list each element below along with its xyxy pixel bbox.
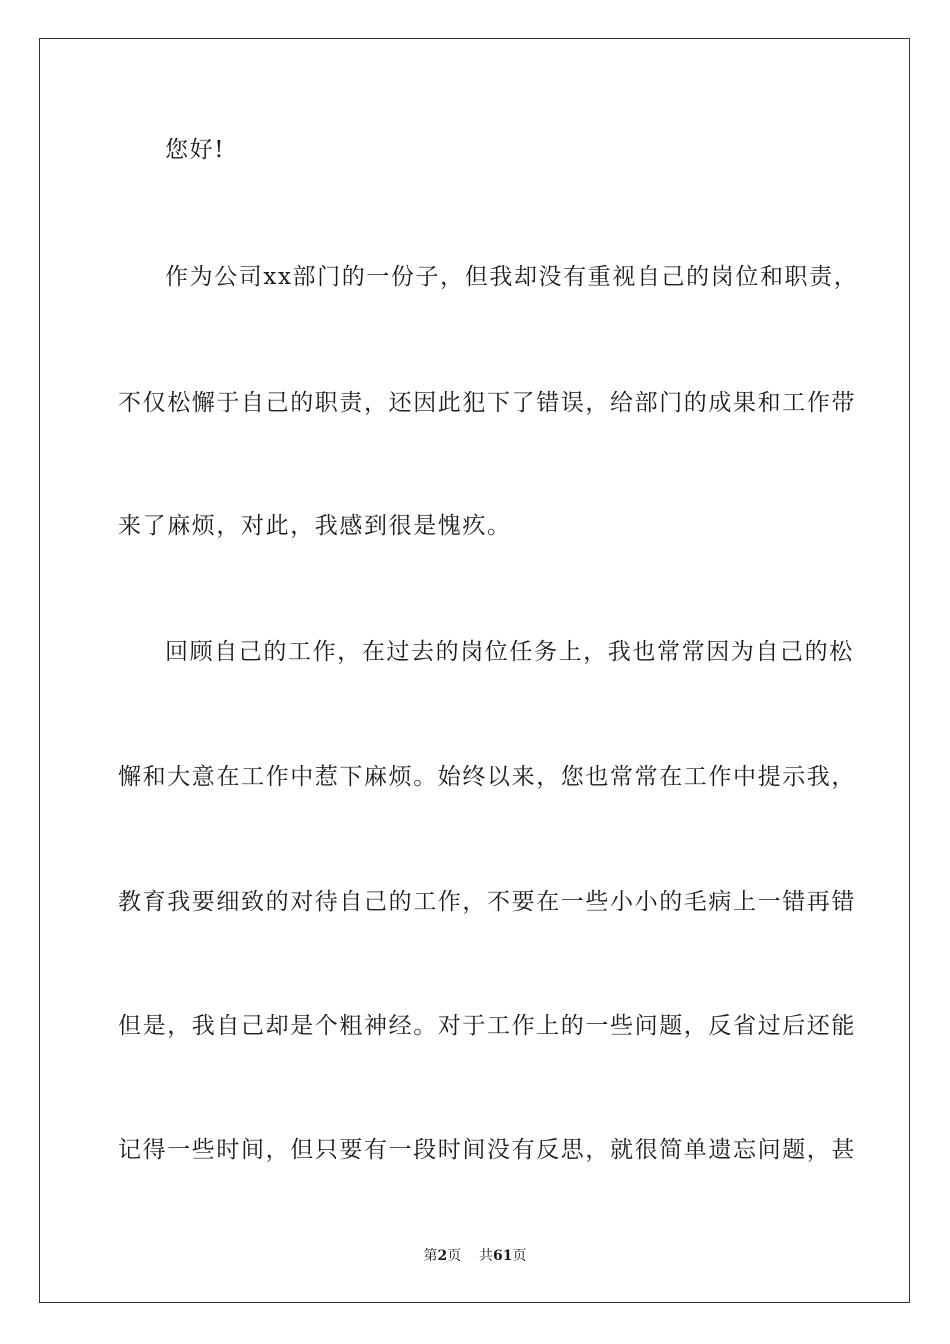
page-prefix: 第 (423, 1248, 438, 1264)
body-line: 来了麻烦，对此，我感到很是愧疚。 (118, 513, 512, 539)
page-number: 2 (437, 1248, 448, 1264)
body-line: 懈和大意在工作中惹下麻烦。始终以来，您也常常在工作中提示我， (118, 764, 856, 790)
total-pages: 61 (493, 1248, 513, 1264)
body-line: 回顾自己的工作，在过去的岗位任务上，我也常常因为自己的松 (165, 639, 854, 665)
page-suffix: 页 (447, 1248, 462, 1264)
body-line: 作为公司xx部门的一份子，但我却没有重视自己的岗位和职责， (165, 264, 859, 290)
body-line: 教育我要细致的对待自己的工作，不要在一些小小的毛病上一错再错 (118, 889, 856, 915)
body-line: 但是，我自己却是个粗神经。对于工作上的一些问题，反省过后还能 (118, 1013, 856, 1039)
total-prefix: 共 (479, 1248, 494, 1264)
page-footer (0, 1246, 950, 1266)
body-line: 记得一些时间，但只要有一段时间没有反思，就很简单遗忘问题，甚 (118, 1137, 856, 1163)
greeting-line: 您好! (165, 137, 226, 163)
total-suffix: 页 (512, 1248, 527, 1264)
body-line: 不仅松懈于自己的职责，还因此犯下了错误，给部门的成果和工作带 (118, 390, 856, 416)
page-border (39, 38, 910, 1303)
